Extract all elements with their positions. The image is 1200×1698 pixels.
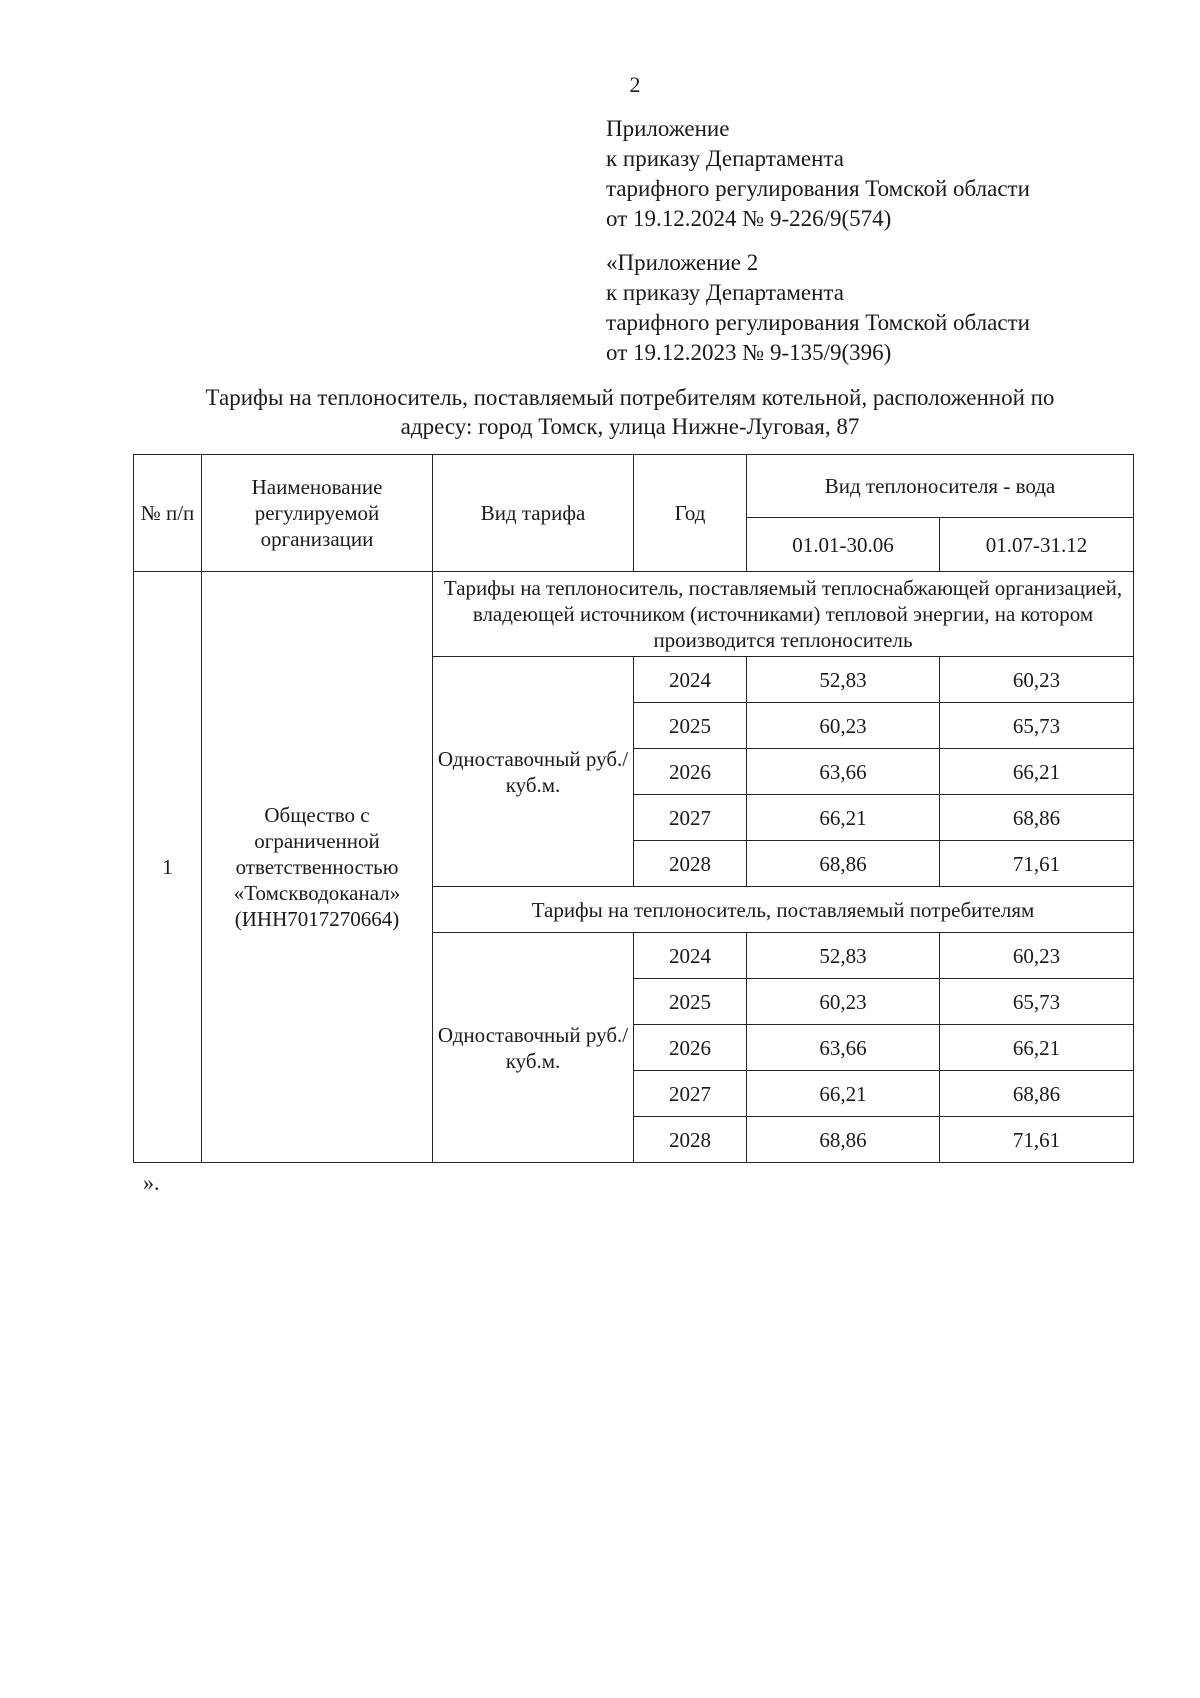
tariff-type-cell: Одноставочный руб./куб.м.: [433, 933, 634, 1163]
appendix-header: [606, 114, 1030, 234]
header-period-2: 01.07-31.12: [940, 518, 1134, 572]
value-cell: 66,21: [747, 795, 940, 841]
year-cell: 2028: [634, 841, 747, 887]
year-cell: 2025: [634, 979, 747, 1025]
value-cell: 60,23: [747, 979, 940, 1025]
year-cell: 2024: [634, 933, 747, 979]
value-cell: 66,21: [940, 1025, 1134, 1071]
closing-quote: ».: [143, 1170, 160, 1195]
appendix-line: от 19.12.2024 № 9-226/9(574): [606, 206, 892, 231]
appendix-line: к приказу Департамента: [606, 280, 844, 305]
value-cell: 68,86: [747, 1117, 940, 1163]
value-cell: 68,86: [940, 795, 1134, 841]
year-cell: 2026: [634, 1025, 747, 1071]
appendix-line: от 19.12.2023 № 9-135/9(396): [606, 340, 892, 365]
appendix-line: «Приложение 2: [606, 250, 759, 275]
year-cell: 2027: [634, 795, 747, 841]
title-line: Тарифы на теплоноситель, поставляемый потребителям котельной, расположенной по: [205, 385, 1055, 410]
header-coolant-type: Вид теплоносителя - вода: [747, 455, 1134, 518]
year-cell: 2026: [634, 749, 747, 795]
value-cell: 65,73: [940, 703, 1134, 749]
year-cell: 2027: [634, 1071, 747, 1117]
value-cell: 60,23: [940, 933, 1134, 979]
value-cell: 52,83: [747, 657, 940, 703]
row-number: 1: [134, 572, 202, 1163]
year-cell: 2025: [634, 703, 747, 749]
organization-name: Общество с ограниченной ответственностью «Томскводоканал» (ИНН7017270664): [202, 572, 433, 1163]
title-line: адресу: город Томск, улица Нижне-Луговая, 87: [400, 414, 860, 439]
value-cell: 52,83: [747, 933, 940, 979]
value-cell: 71,61: [940, 841, 1134, 887]
section-heading: Тарифы на теплоноситель, поставляемый потребителям: [433, 887, 1134, 933]
header-number: № п/п: [134, 455, 202, 572]
value-cell: 71,61: [940, 1117, 1134, 1163]
value-cell: 66,21: [747, 1071, 940, 1117]
year-cell: 2028: [634, 1117, 747, 1163]
value-cell: 60,23: [940, 657, 1134, 703]
appendix-line: тарифного регулирования Томской области: [606, 176, 1030, 201]
page-number: 2: [629, 72, 641, 97]
value-cell: 65,73: [940, 979, 1134, 1025]
section-heading: Тарифы на теплоноситель, поставляемый теплоснабжающей организацией, владеющей источником (источниками) тепловой энергии, на котором производится теплоноситель: [433, 572, 1134, 657]
header-organization: Наименование регулируемой организации: [202, 455, 433, 572]
value-cell: 68,86: [940, 1071, 1134, 1117]
appendix-line: Приложение: [606, 116, 730, 141]
header-period-1: 01.01-30.06: [747, 518, 940, 572]
tariff-table: [133, 454, 1134, 1163]
value-cell: 66,21: [940, 749, 1134, 795]
previous-appendix-header: [606, 248, 1030, 368]
header-tariff-type: Вид тарифа: [433, 455, 634, 572]
appendix-line: к приказу Департамента: [606, 146, 844, 171]
year-cell: 2024: [634, 657, 747, 703]
document-title: [130, 383, 1130, 441]
value-cell: 63,66: [747, 1025, 940, 1071]
tariff-type-cell: Одноставочный руб./куб.м.: [433, 657, 634, 887]
value-cell: 63,66: [747, 749, 940, 795]
appendix-line: тарифного регулирования Томской области: [606, 310, 1030, 335]
value-cell: 60,23: [747, 703, 940, 749]
value-cell: 68,86: [747, 841, 940, 887]
header-year: Год: [634, 455, 747, 572]
